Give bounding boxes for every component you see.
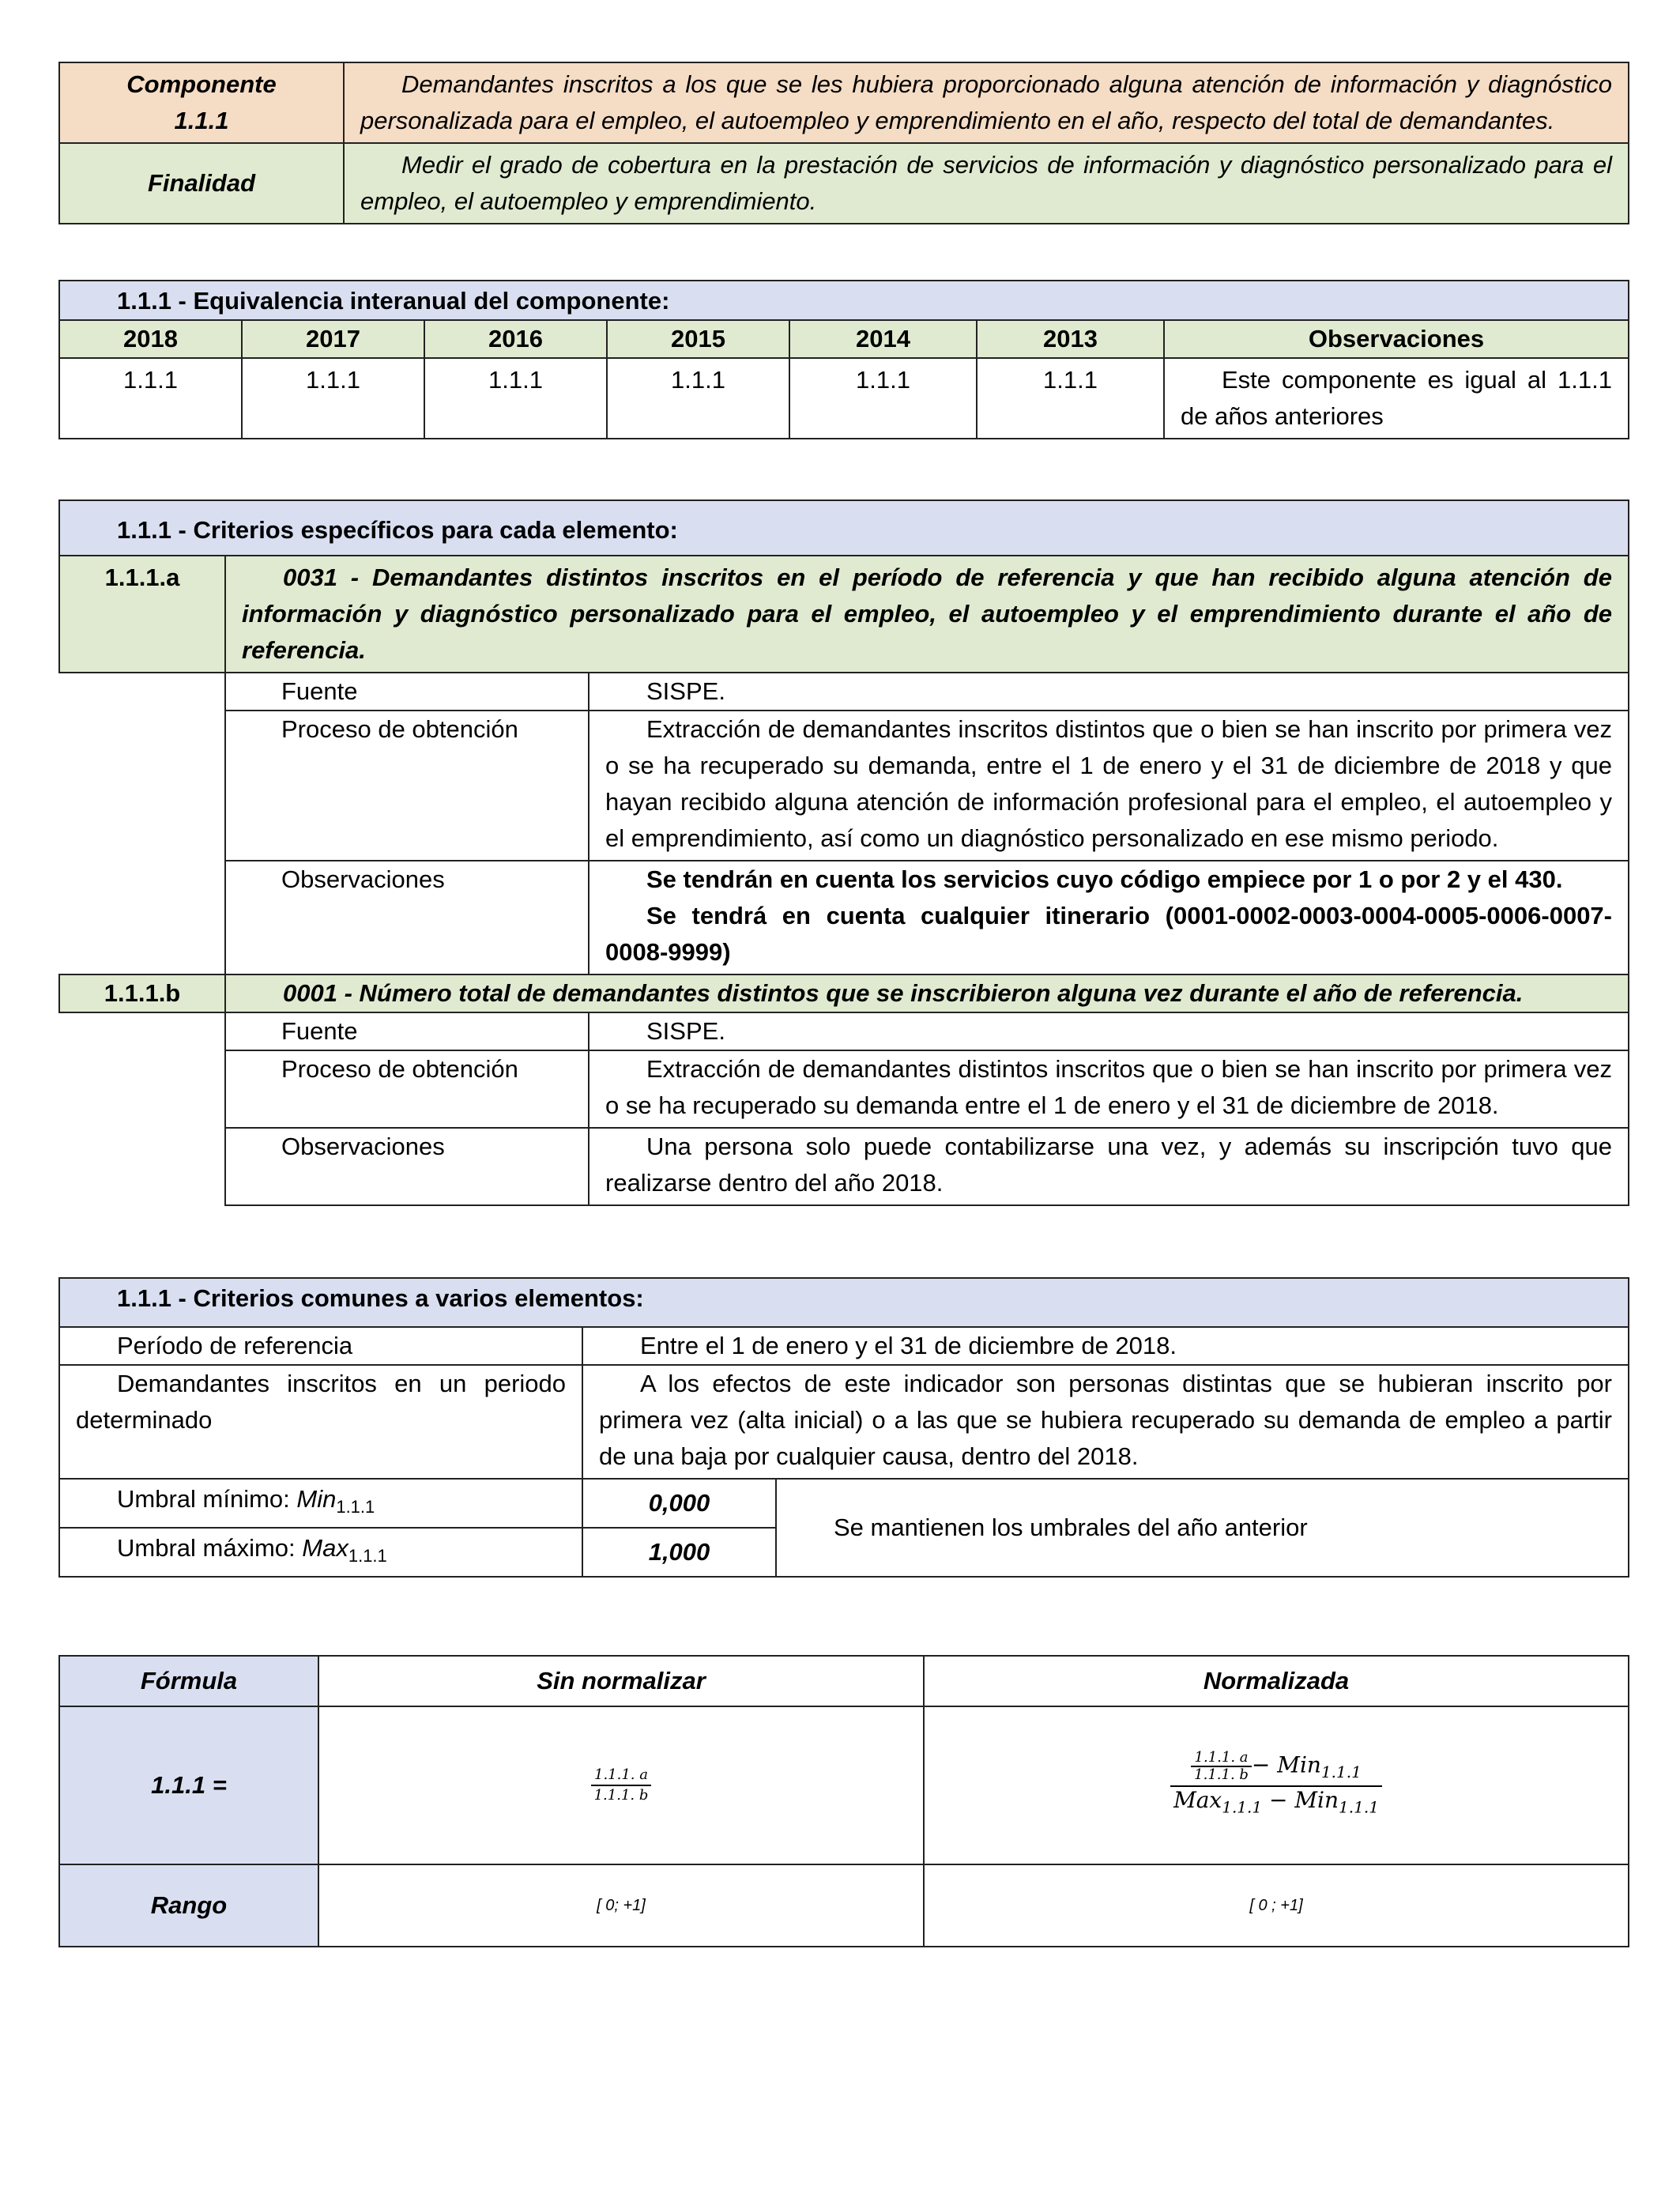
demandantes-label: Demandantes inscritos en un periodo determinado — [59, 1365, 582, 1479]
year-value: 1.1.1 — [242, 358, 424, 439]
especificos-table — [58, 499, 1629, 1206]
fuente-value-a: SISPE. — [589, 673, 1629, 711]
rango-sin-normalizar: [ 0; +1] — [318, 1864, 924, 1947]
year-header: 2014 — [789, 320, 977, 358]
umbral-max-label — [59, 1528, 582, 1577]
element-code-b: 1.1.1.b — [59, 974, 225, 1012]
formula-row-label: 1.1.1 = — [59, 1706, 318, 1864]
umbral-max-symbol: Max — [302, 1533, 348, 1562]
min-term: Min — [1294, 1787, 1339, 1814]
normalized-fraction — [1170, 1750, 1382, 1821]
year-header: 2015 — [607, 320, 789, 358]
umbral-min-text: Umbral mínimo: — [117, 1484, 297, 1513]
fuente-label-a: Fuente — [225, 673, 589, 711]
minus-sign: − — [1262, 1787, 1295, 1814]
obs-label-a: Observaciones — [225, 861, 589, 974]
inner-fraction — [1191, 1750, 1252, 1783]
equivalencia-title: 1.1.1 - Equivalencia interanual del componente: — [59, 281, 1629, 320]
comunes-title: 1.1.1 - Criterios comunes a varios elementos: — [59, 1278, 1629, 1327]
normalizada-formula — [924, 1706, 1629, 1864]
inner-denominator: 1.1.1. b — [1194, 1766, 1249, 1784]
ratio-fraction — [591, 1766, 652, 1805]
year-header: 2018 — [59, 320, 242, 358]
spacer-cell — [59, 673, 225, 974]
minus-min-term: − Min — [1251, 1751, 1321, 1778]
rango-normalizada: [ 0 ; +1] — [924, 1864, 1629, 1947]
year-value: 1.1.1 — [607, 358, 789, 439]
fuente-value-b: SISPE. — [589, 1012, 1629, 1050]
proceso-value-b: Extracción de demandantes distintos inscritos que o bien se han inscrito por primera vez o se ha recuperado su demanda entre el 1 de enero y el 31 de diciembre de 2018. — [589, 1050, 1629, 1128]
obs-label-b: Observaciones — [225, 1128, 589, 1205]
componente-label-cell — [59, 62, 344, 143]
max-subscript: 1.1.1 — [1222, 1797, 1263, 1817]
formula-table — [58, 1655, 1629, 1947]
year-header: 2016 — [424, 320, 607, 358]
observaciones-header: Observaciones — [1164, 320, 1629, 358]
umbral-max-value: 1,000 — [582, 1528, 776, 1577]
umbral-min-value: 0,000 — [582, 1479, 776, 1528]
year-value: 1.1.1 — [789, 358, 977, 439]
obs-a-line-2: Se tendrá en cuenta cualquier itinerario (0001-0002-0003-0004-0005-0006-0007-0008-9999) — [605, 902, 1612, 966]
demandantes-value: A los efectos de este indicador son personas distintas que se hubieran inscrito por primera vez (alta inicial) o a las que se hubiera recuperado su demanda de empleo a partir de una baja por cualquier causa, dentro del 2018. — [582, 1365, 1629, 1479]
obs-a-line-1: Se tendrán en cuenta los servicios cuyo código empiece por 1 o por 2 y el 430. — [646, 865, 1563, 893]
inner-numerator: 1.1.1. a — [1191, 1750, 1252, 1767]
max-term: Max — [1173, 1787, 1222, 1814]
umbral-min-subscript: 1.1.1 — [336, 1497, 375, 1517]
year-header: 2013 — [977, 320, 1164, 358]
component-table — [58, 62, 1629, 224]
componente-code: 1.1.1 — [174, 107, 229, 134]
min-subscript-top: 1.1.1 — [1320, 1762, 1362, 1782]
rango-label: Rango — [59, 1864, 318, 1947]
obs-value-a — [589, 861, 1629, 974]
element-code-a: 1.1.1.a — [59, 556, 225, 673]
umbral-max-text: Umbral máximo: — [117, 1533, 303, 1562]
periodo-value: Entre el 1 de enero y el 31 de diciembre de 2018. — [582, 1327, 1629, 1365]
formula-header: Fórmula — [59, 1656, 318, 1706]
componente-text: Demandantes inscritos a los que se les hubiera proporcionado alguna atención de información y diagnóstico personalizada para el empleo, el autoempleo y emprendimiento en el año, respecto del total de demandantes. — [344, 62, 1629, 143]
umbral-note: Se mantienen los umbrales del año anterior — [776, 1479, 1629, 1577]
proceso-value-a: Extracción de demandantes inscritos distintos que o bien se han inscrito por primera vez o se ha recuperado su demanda, entre el 1 de enero y el 31 de diciembre de 2018 y que hayan recibido alguna atención de información profesional para el empleo, el autoempleo y el emprendimiento, así como un diagnóstico personalizado en ese mismo periodo. — [589, 711, 1629, 861]
finalidad-label: Finalidad — [59, 143, 344, 224]
year-header: 2017 — [242, 320, 424, 358]
especificos-title: 1.1.1 - Criterios específicos para cada elemento: — [59, 500, 1629, 556]
year-value: 1.1.1 — [424, 358, 607, 439]
element-title-b: 0001 - Número total de demandantes distintos que se inscribieron alguna vez durante el año de referencia. — [225, 974, 1629, 1012]
normalizada-header: Normalizada — [924, 1656, 1629, 1706]
spacer-cell — [59, 1012, 225, 1205]
normalized-numerator — [1170, 1750, 1382, 1787]
fuente-label-b: Fuente — [225, 1012, 589, 1050]
umbral-max-subscript: 1.1.1 — [348, 1546, 387, 1566]
periodo-label: Período de referencia — [59, 1327, 582, 1365]
sin-normalizar-header: Sin normalizar — [318, 1656, 924, 1706]
normalized-denominator — [1170, 1787, 1382, 1821]
ratio-denominator: 1.1.1. b — [593, 1787, 649, 1804]
equivalencia-table — [58, 280, 1629, 439]
umbral-min-symbol: Min — [296, 1484, 337, 1513]
obs-value-b: Una persona solo puede contabilizarse una vez, y además su inscripción tuvo que realizarse dentro del año 2018. — [589, 1128, 1629, 1205]
year-value: 1.1.1 — [59, 358, 242, 439]
finalidad-text: Medir el grado de cobertura en la prestación de servicios de información y diagnóstico personalizado para el empleo, el autoempleo y emprendimiento. — [344, 143, 1629, 224]
observaciones-value: Este componente es igual al 1.1.1 de años anteriores — [1164, 358, 1629, 439]
umbral-min-label — [59, 1479, 582, 1528]
ratio-numerator: 1.1.1. a — [591, 1766, 652, 1786]
min-subscript-bottom: 1.1.1 — [1339, 1797, 1379, 1817]
comunes-table — [58, 1277, 1629, 1578]
sin-normalizar-formula — [318, 1706, 924, 1864]
year-value: 1.1.1 — [977, 358, 1164, 439]
proceso-label-b: Proceso de obtención — [225, 1050, 589, 1128]
componente-label: Componente — [126, 70, 277, 98]
element-title-a: 0031 - Demandantes distintos inscritos en el período de referencia y que han recibido alguna atención de información y diagnóstico personalizado para el empleo, el autoempleo y el emprendimiento durante el año de referencia. — [225, 556, 1629, 673]
proceso-label-a: Proceso de obtención — [225, 711, 589, 861]
